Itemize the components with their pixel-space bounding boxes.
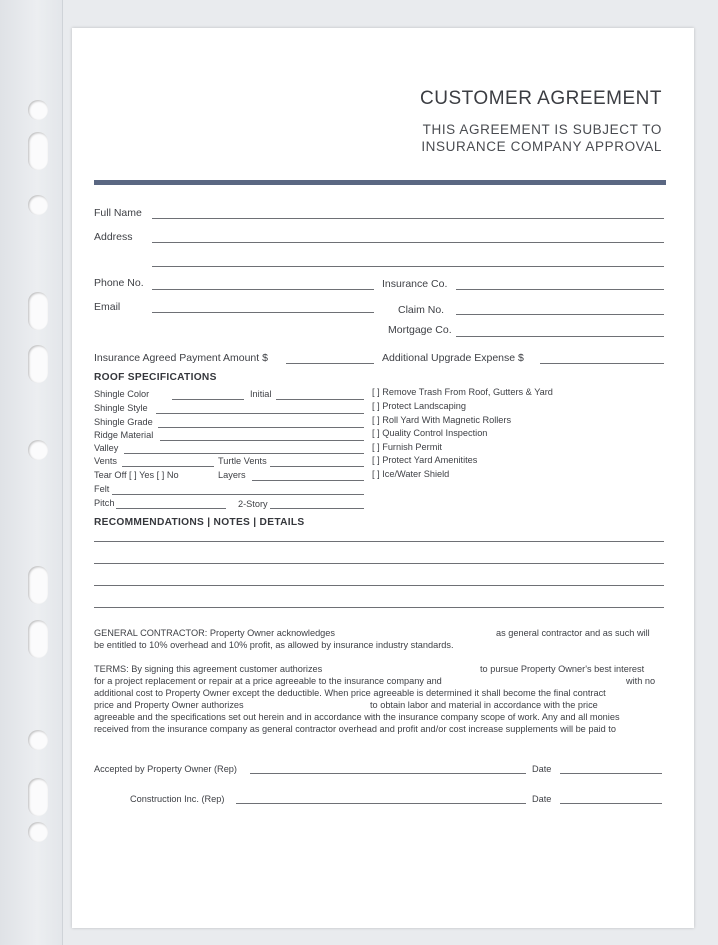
notes-heading: RECOMMENDATIONS | NOTES | DETAILS (94, 517, 305, 528)
insurance-co-field[interactable] (456, 289, 664, 290)
insurance-payment-label: Insurance Agreed Payment Amount $ (94, 352, 268, 364)
pitch-field[interactable] (116, 508, 226, 509)
binder-strip (0, 0, 63, 945)
punch-hole (28, 620, 48, 658)
address-field[interactable] (152, 242, 664, 243)
form-subtitle-2: INSURANCE COMPANY APPROVAL (421, 139, 662, 154)
owner-date-field[interactable] (560, 773, 662, 774)
checklist-item[interactable]: [ ] Quality Control Inspection (372, 428, 488, 438)
upgrade-expense-label: Additional Upgrade Expense $ (382, 352, 524, 364)
terms-text: with no (626, 676, 656, 686)
claim-no-label: Claim No. (398, 304, 445, 316)
punch-hole (28, 345, 48, 383)
shingle-style-label: Shingle Style (94, 403, 148, 413)
two-story-field[interactable] (270, 508, 364, 509)
insurance-payment-field[interactable] (286, 363, 374, 364)
terms-text: TERMS: By signing this agreement customer authorizes (94, 664, 323, 674)
punch-hole (28, 730, 48, 750)
roof-specs-heading: ROOF SPECIFICATIONS (94, 372, 217, 383)
ridge-material-field[interactable] (160, 440, 364, 441)
shingle-color-field[interactable] (172, 399, 244, 400)
owner-signature-field[interactable] (250, 773, 526, 774)
punch-hole (28, 132, 48, 170)
shingle-color-label: Shingle Color (94, 389, 150, 399)
punch-hole (28, 100, 48, 120)
claim-no-field[interactable] (456, 314, 664, 315)
tear-off-label[interactable]: Tear Off [ ] Yes [ ] No (94, 470, 179, 480)
construction-signature-field[interactable] (236, 803, 526, 804)
terms-text: for a project replacement or repair at a price agreeable to the insurance company and (94, 676, 442, 686)
turtle-vents-label: Turtle Vents (218, 456, 267, 466)
punch-hole (28, 292, 48, 330)
terms-text: received from the insurance company as general contractor overhead and profit and/or cost increase supplements will be paid to (94, 724, 616, 734)
notes-line[interactable] (94, 541, 664, 542)
punch-hole (28, 778, 48, 816)
notes-line[interactable] (94, 585, 664, 586)
phone-field[interactable] (152, 289, 374, 290)
felt-label: Felt (94, 484, 110, 494)
contractor-text-b: as general contractor and as such will (496, 628, 650, 638)
terms-text: agreeable and the specifications set out herein and in accordance with the insurance company scope of work. Any and all monies (94, 712, 620, 722)
construction-date-label: Date (532, 794, 552, 804)
form-subtitle-1: THIS AGREEMENT IS SUBJECT TO (422, 122, 662, 137)
initial-field[interactable] (276, 399, 364, 400)
mortgage-co-field[interactable] (456, 336, 664, 337)
shingle-grade-label: Shingle Grade (94, 417, 153, 427)
full-name-field[interactable] (152, 218, 664, 219)
checklist-item[interactable]: [ ] Roll Yard With Magnetic Rollers (372, 415, 512, 425)
turtle-vents-field[interactable] (270, 466, 364, 467)
layers-label: Layers (218, 470, 246, 480)
owner-date-label: Date (532, 764, 552, 774)
punch-hole (28, 566, 48, 604)
shingle-grade-field[interactable] (158, 427, 364, 428)
valley-field[interactable] (124, 453, 364, 454)
email-field[interactable] (152, 312, 374, 313)
contractor-text-c: be entitled to 10% overhead and 10% profit, as allowed by insurance industry standards. (94, 640, 454, 650)
terms-text: price and Property Owner authorizes (94, 700, 244, 710)
punch-hole (28, 822, 48, 842)
initial-label: Initial (250, 389, 272, 399)
shingle-style-field[interactable] (156, 413, 364, 414)
address-field-line-2[interactable] (152, 266, 664, 267)
checklist-item[interactable]: [ ] Furnish Permit (372, 442, 442, 452)
agreement-form (72, 28, 694, 928)
vents-field[interactable] (122, 466, 214, 467)
checklist-item[interactable]: [ ] Ice/Water Shield (372, 469, 450, 479)
ridge-material-label: Ridge Material (94, 430, 154, 440)
mortgage-co-label: Mortgage Co. (388, 324, 452, 336)
contractor-text-a: GENERAL CONTRACTOR: Property Owner acknowledges (94, 628, 335, 638)
terms-text: additional cost to Property Owner except the deductible. When price agreeable is determined it shall become the final contract (94, 688, 606, 698)
punch-hole (28, 440, 48, 460)
terms-text: to pursue Property Owner's best interest (480, 664, 645, 674)
vents-label: Vents (94, 456, 117, 466)
construction-signature-label: Construction Inc. (Rep) (130, 794, 225, 804)
full-name-label: Full Name (94, 207, 142, 219)
address-label: Address (94, 231, 133, 243)
valley-label: Valley (94, 443, 119, 453)
layers-field[interactable] (252, 480, 364, 481)
checklist-item[interactable]: [ ] Remove Trash From Roof, Gutters & Yard (372, 387, 553, 397)
notes-line[interactable] (94, 607, 664, 608)
two-story-label: 2-Story (238, 499, 268, 509)
insurance-co-label: Insurance Co. (382, 278, 448, 290)
terms-text: to obtain labor and material in accordance with the price (370, 700, 598, 710)
upgrade-expense-field[interactable] (540, 363, 664, 364)
pitch-label: Pitch (94, 498, 115, 508)
punch-hole (28, 195, 48, 215)
construction-date-field[interactable] (560, 803, 662, 804)
header-divider (94, 180, 666, 185)
email-label: Email (94, 301, 121, 313)
checklist-item[interactable]: [ ] Protect Yard Amenitites (372, 455, 478, 465)
form-title: CUSTOMER AGREEMENT (420, 88, 662, 109)
owner-signature-label: Accepted by Property Owner (Rep) (94, 764, 237, 774)
checklist-item[interactable]: [ ] Protect Landscaping (372, 401, 466, 411)
phone-label: Phone No. (94, 277, 144, 289)
notes-line[interactable] (94, 563, 664, 564)
felt-field[interactable] (112, 494, 364, 495)
